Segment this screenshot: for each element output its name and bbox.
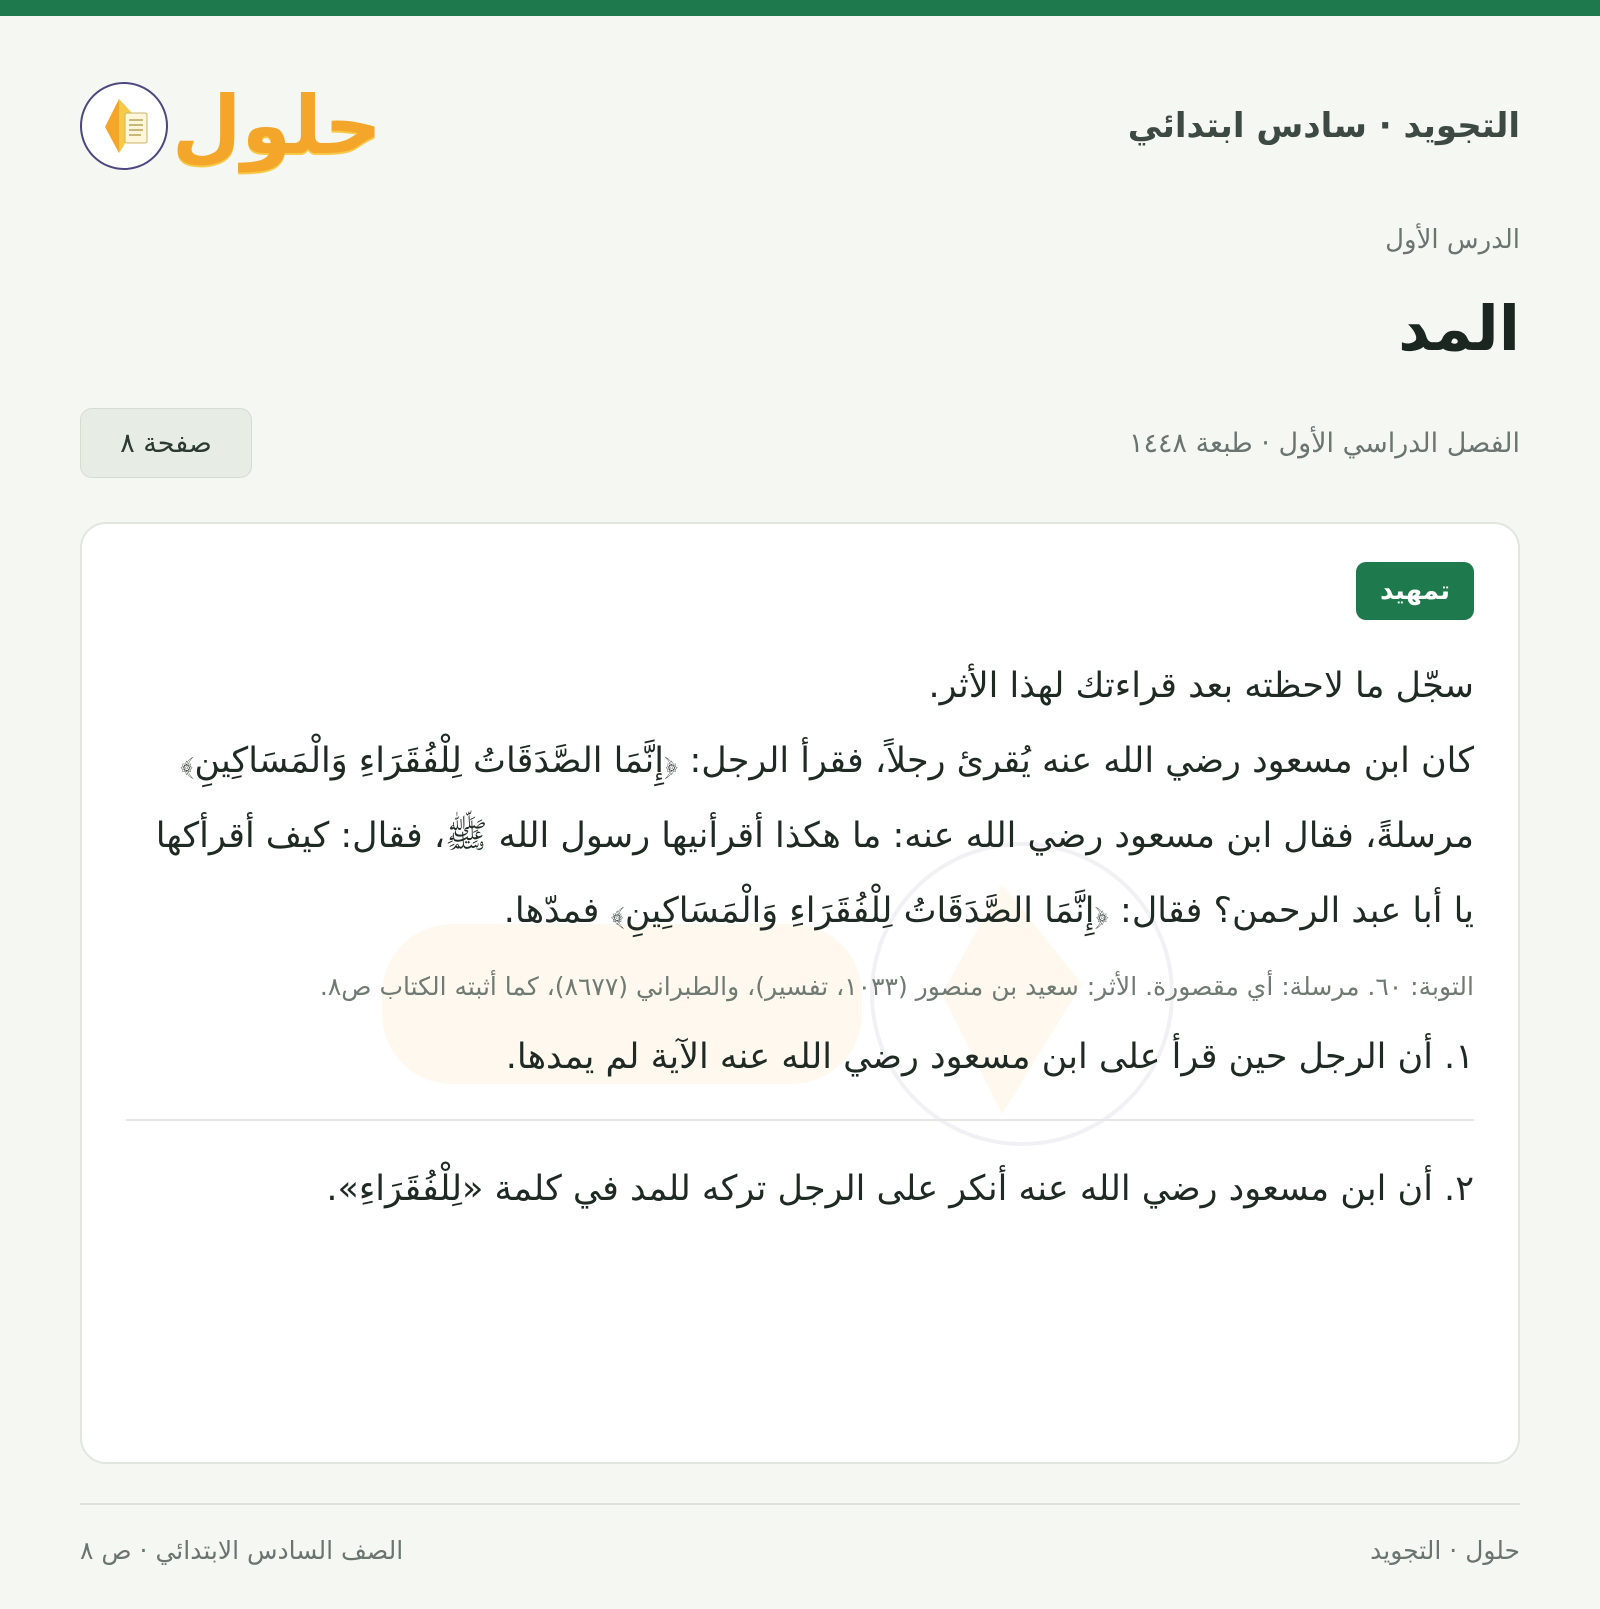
page-number-badge: صفحة ٨ (80, 408, 252, 478)
lesson-card (80, 522, 1520, 1464)
page-header (80, 66, 1520, 186)
footer-grade-page: الصف السادس الابتدائي · ص ٨ (80, 1535, 404, 1565)
narration-passage: كان ابن مسعود رضي الله عنه يُقرئ رجلاً، فقرأ الرجل: ﴿إِنَّمَا الصَّدَقَاتُ لِلْفُقَرَاءِ وَالْمَسَاكِينِ﴾ مرسلةً، فقال ابن مسعود رضي الله عنه: ما هكذا أقرأنيها رسول الله ﷺ، فقال: كيف أقرأكها يا أبا عبد الرحمن؟ فقال: ﴿إِنَّمَا الصَّدَقَاتُ لِلْفُقَرَاءِ وَالْمَسَاكِينِ﴾ فمدّها. (155, 741, 1474, 931)
site-logo[interactable] (80, 79, 382, 172)
logo-wordmark: حلول (172, 79, 382, 172)
card-content (126, 562, 1474, 1227)
answer-point-1: ١. أن الرجل حين قرأ على ابن مسعود رضي الله عنه الآية لم يمدها. (505, 1037, 1474, 1077)
term-edition-text: الفصل الدراسي الأول · طبعة ١٤٤٨ (1128, 427, 1520, 459)
page-header-title: التجويد · سادس ابتدائي (1127, 106, 1520, 146)
intro-text: سجّل ما لاحظته بعد قراءتك لهذا الأثر. (928, 666, 1474, 706)
top-accent-bar (0, 0, 1600, 16)
lesson-title: المد (1398, 292, 1520, 365)
lesson-label: الدرس الأول (1385, 225, 1520, 255)
points-divider (126, 1119, 1474, 1121)
answer-point-2: ٢. أن ابن مسعود رضي الله عنه أنكر على الرجل تركه للمد في كلمة «لِلْفُقَرَاءِ». (326, 1169, 1474, 1209)
footer-site-subject: حلول · التجويد (1370, 1535, 1520, 1565)
page-footer (80, 1528, 1520, 1572)
book-icon (80, 82, 168, 170)
source-footnote: التوبة: ٦٠. مرسلة: أي مقصورة. الأثر: سعيد بن منصور (١٠٣٣، تفسير)، والطبراني (٨٦٧٧)، كما أثبته الكتاب ص٨. (319, 972, 1474, 1001)
section-tag: تمهيد (1356, 562, 1474, 620)
footer-divider (80, 1503, 1520, 1505)
meta-row (80, 408, 1520, 478)
